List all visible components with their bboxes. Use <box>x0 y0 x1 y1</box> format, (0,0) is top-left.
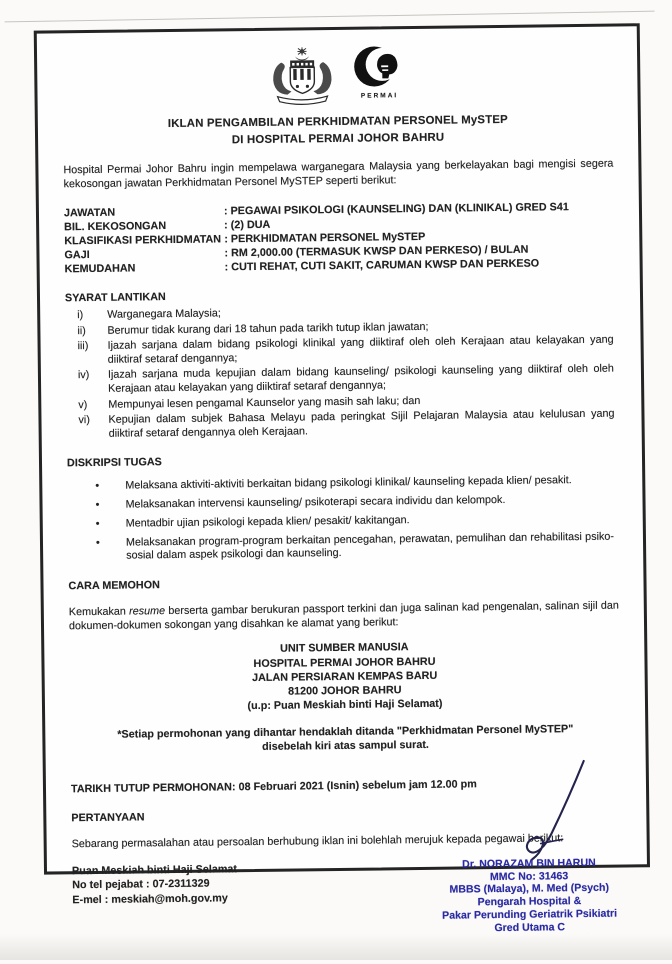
closing-date: TARIKH TUTUP PERMOHONAN: 08 Februari 2021 (Isnin) sebelum jam 12.00 pm <box>71 776 621 796</box>
tugas-item-text: Mentadbir ujian psikologi kepada klien/ pesakit/ kakitangan. <box>118 511 618 531</box>
contact-line: No tel pejabat : 07-2311329 <box>72 872 622 893</box>
bullet-icon: • <box>67 480 117 494</box>
bullet-icon: • <box>67 498 117 512</box>
mailing-address <box>69 638 620 715</box>
address-line: (u.p: Puan Meskiah binti Haji Selamat) <box>70 694 620 715</box>
title-line-2: DI HOSPITAL PERMAI JOHOR BAHRU <box>63 127 613 150</box>
tugas-item <box>67 474 617 495</box>
envelope-note <box>70 721 620 757</box>
title-line-1: IKLAN PENGAMBILAN PERKHIDMATAN PERSONEL MySTEP <box>63 111 613 134</box>
stamp-line: Dr. NORAZAM BIN HARUN <box>393 856 665 872</box>
syarat-item-number: vi) <box>66 414 108 442</box>
tugas-item-text: Melaksanakan intervensi kaunseling/ psikoterapi secara individu dan kelompok. <box>117 492 617 512</box>
syarat-item-text: Kepujian dalam subjek Bahasa Melayu pada peringkat Sijil Pelajaran Malaysia atau kelulusan yang diiktiraf setaraf dengannya oleh Kerajaan. <box>108 408 616 441</box>
syarat-item-number: i) <box>65 309 107 323</box>
document-title <box>63 111 613 151</box>
syarat-item-text: Mempunyai lesen pengamal Kaunselor yang masih sah laku; dan <box>108 392 616 412</box>
bullet-icon: • <box>68 536 118 564</box>
stamp-line: Gred Utama C <box>394 920 666 936</box>
syarat-item <box>66 408 616 442</box>
syarat-item-number: ii) <box>65 324 107 338</box>
job-details <box>64 200 615 277</box>
stamp-line: Pakar Perunding Geriatrik Psikiatri <box>394 907 666 923</box>
malaysia-coat-of-arms-icon <box>269 46 336 107</box>
cara-text-before: Kemukakan <box>69 606 129 619</box>
resume-italic: resume <box>129 605 165 617</box>
job-detail-value: : CUTI REHAT, CUTI SAKIT, CARUMAN KWSP DAN PERKESO <box>225 256 615 275</box>
contact-line: E-mel : meskiah@moh.gov.my <box>72 886 622 907</box>
intro-paragraph: Hospital Permai Johor Bahru ingin mempelawa warganegara Malaysia yang berkelayakan bagi mengisi segera kekosongan jawatan Perkhidmatan Personel MySTEP seperti berikut: <box>63 158 613 192</box>
tugas-item <box>68 530 618 564</box>
pertanyaan-heading: PERTANYAAN <box>71 806 621 826</box>
document-border-frame <box>34 23 650 874</box>
tugas-list <box>67 474 618 564</box>
job-detail-label: GAJI <box>64 247 224 263</box>
syarat-item-number: iii) <box>66 340 108 368</box>
syarat-item-text: Warganegara Malaysia; <box>107 303 615 323</box>
address-line: 81200 JOHOR BAHRU <box>70 680 620 701</box>
syarat-item-number: v) <box>66 398 108 412</box>
job-detail-label: KLASIFIKASI PERKHIDMATAN <box>64 233 224 249</box>
signature-scribble <box>510 759 603 864</box>
stamp-line: Hospital Permai Johor Bahru <box>394 932 666 948</box>
cara-paragraph <box>69 600 619 634</box>
job-detail-value: : (2) DUA <box>224 214 614 233</box>
job-detail-value: : PEGAWAI PSIKOLOGI (KAUNSELING) DAN (KLINIKAL) GRED S41 <box>224 200 614 219</box>
permai-logo-icon <box>353 45 406 92</box>
header-logos <box>62 43 613 112</box>
bullet-icon: • <box>68 517 118 531</box>
job-detail-value: : RM 2,000.00 (TERMASUK KWSP DAN PERKESO) / BULAN <box>224 242 614 261</box>
tugas-heading: DISKRIPSI TUGAS <box>67 451 617 471</box>
permai-logo <box>353 45 406 101</box>
envelope-note-line-1: *Setiap permohonan yang dihantar hendaklah ditanda "Perkhidmatan Personel MySTEP" <box>70 721 620 742</box>
job-detail-label: JAWATAN <box>64 205 224 221</box>
syarat-item <box>66 334 616 368</box>
syarat-item-text: Ijazah sarjana muda kepujian dalam bidang kaunseling/ psikologi kaunseling yang diiktiraf oleh oleh Kerajaan atau kelayakan yang diiktiraf setaraf dengannya; <box>108 363 616 396</box>
tugas-item <box>68 511 618 532</box>
syarat-item <box>66 363 616 397</box>
stamp-line: MBBS (Malaya), M. Med (Psych) <box>393 881 665 897</box>
official-stamp <box>393 856 666 948</box>
cara-heading: CARA MEMOHON <box>68 573 618 593</box>
syarat-item-number: iv) <box>66 369 108 397</box>
envelope-note-line-2: disebelah kiri atas sampul surat. <box>70 736 620 757</box>
address-line: HOSPITAL PERMAI JOHOR BAHRU <box>69 652 619 673</box>
tugas-item-text: Melaksana aktiviti-aktiviti berkaitan bidang psikologi klinikal/ kaunseling kepada klien/ pesakit. <box>117 474 617 494</box>
syarat-heading: SYARAT LANTIKAN <box>65 286 615 306</box>
stamp-line: Pengarah Hospital & <box>393 894 665 910</box>
pertanyaan-paragraph: Sebarang permasalahan atau persoalan berhubung iklan ini bolehlah merujuk kepada pegawai berikut: <box>72 831 622 851</box>
signature-block <box>392 758 666 948</box>
page-edge-line <box>5 11 655 23</box>
contact-line: Puan Meskiah binti Haji Selamat <box>72 857 622 878</box>
syarat-list <box>65 303 617 442</box>
job-detail-label: BIL. KEKOSONGAN <box>64 219 224 235</box>
address-line: UNIT SUMBER MANUSIA <box>69 638 619 659</box>
job-detail-label: KEMUDAHAN <box>65 261 225 277</box>
tugas-item <box>67 492 617 513</box>
tugas-item-text: Melaksanakan program-program berkaitan pencegahan, perawatan, pemulihan dan rehabilitasi psiko-sosial dalam aspek psikologi dan kaunseling. <box>118 530 618 563</box>
address-line: JALAN PERSIARAN KEMPAS BARU <box>70 666 620 687</box>
syarat-item-text: Ijazah sarjana dalam bidang psikologi klinikal yang diiktiraf oleh oleh Kerajaan atau kelayakan yang diiktiraf setaraf dengannya; <box>108 334 616 367</box>
job-detail-value: : PERKHIDMATAN PERSONEL MySTEP <box>224 228 614 247</box>
permai-logo-label: PERMAI <box>361 92 398 101</box>
stamp-line: MMC No: 31463 <box>393 869 665 885</box>
cara-text-after: berserta gambar berukuran passport terkini dan juga salinan kad pengenalan, salinan sijil dan dokumen-dokumen sokongan yang disahkan ke alamat yang berikut: <box>69 600 619 632</box>
syarat-item-text: Berumur tidak kurang dari 18 tahun pada tarikh tutup iklan jawatan; <box>107 318 615 338</box>
